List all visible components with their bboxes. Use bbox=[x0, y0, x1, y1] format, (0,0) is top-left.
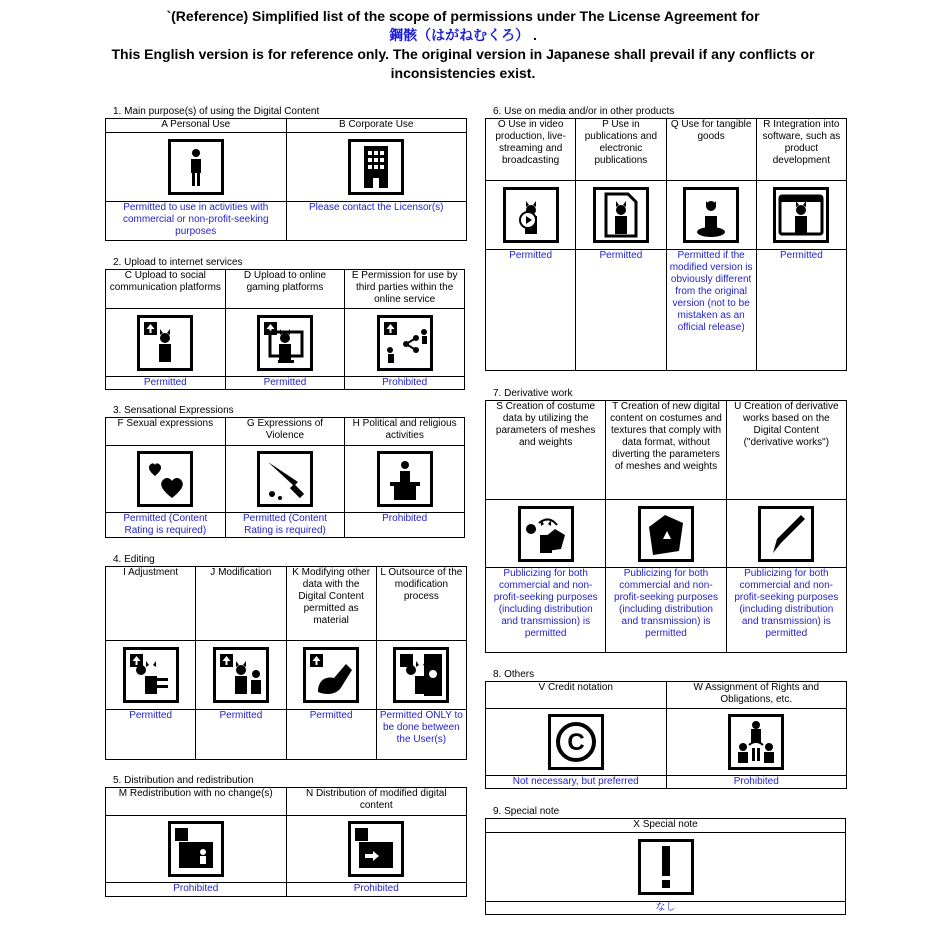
section-title: 1. Main purpose(s) of using the Digital Content bbox=[113, 106, 320, 117]
item-label: U Creation of derivative works based on the Digital Content ("derivative works") bbox=[726, 401, 846, 500]
item-label: N Distribution of modified digital content bbox=[286, 788, 467, 816]
upload-gaming-icon bbox=[257, 315, 313, 371]
section-3 bbox=[105, 405, 465, 538]
section-5 bbox=[105, 775, 467, 897]
label-row bbox=[106, 788, 467, 816]
result-row bbox=[486, 568, 847, 653]
modification-icon bbox=[213, 647, 269, 703]
modify-other-icon bbox=[303, 647, 359, 703]
label-row bbox=[106, 567, 467, 641]
permission-table bbox=[485, 118, 847, 371]
exclamation-icon bbox=[638, 839, 694, 895]
result-row bbox=[486, 902, 846, 915]
result-row bbox=[486, 250, 847, 371]
item-label: M Redistribution with no change(s) bbox=[106, 788, 287, 816]
result-row bbox=[106, 513, 465, 538]
icon-row bbox=[106, 133, 467, 202]
result-row bbox=[486, 776, 847, 789]
header-line1: `(Reference) Simplified list of the scope of permissions under The License Agreement for bbox=[166, 8, 760, 24]
permission-table bbox=[105, 566, 467, 760]
icon-row bbox=[486, 833, 846, 902]
item-label: T Creation of new digital content on costumes and textures that comply with data format, without diverting the parameters of meshes and weights bbox=[606, 401, 726, 500]
knife-icon bbox=[257, 451, 313, 507]
permission-table bbox=[485, 400, 847, 653]
label-row bbox=[106, 418, 465, 446]
copyright-icon bbox=[548, 714, 604, 770]
item-result: Permitted bbox=[106, 710, 196, 760]
result-row bbox=[106, 202, 467, 241]
item-label: K Modifying other data with the Digital Content permitted as material bbox=[286, 567, 376, 641]
hearts-icon bbox=[137, 451, 193, 507]
item-result: Permitted bbox=[486, 250, 576, 371]
item-label: I Adjustment bbox=[106, 567, 196, 641]
header-disclaimer: This English version is for reference only. The original version in Japanese shall prevail if any conflicts or inconsistencies exist. bbox=[111, 46, 815, 81]
item-result: Not necessary, but preferred bbox=[486, 776, 667, 789]
content-name-suffix: . bbox=[533, 27, 537, 43]
item-result: Prohibited bbox=[286, 883, 467, 897]
item-label: J Modification bbox=[196, 567, 286, 641]
section-4 bbox=[105, 554, 467, 760]
item-result: Permitted bbox=[106, 377, 226, 390]
item-result: Prohibited bbox=[106, 883, 287, 897]
section-title: 6. Use on media and/or in other products bbox=[493, 106, 675, 117]
document-header bbox=[0, 7, 926, 83]
section-title: 5. Distribution and redistribution bbox=[113, 775, 254, 786]
item-result: Permitted bbox=[196, 710, 286, 760]
item-label: X Special note bbox=[486, 819, 846, 833]
label-row bbox=[486, 682, 847, 709]
item-result: Prohibited bbox=[666, 776, 847, 789]
label-row bbox=[106, 270, 465, 309]
item-label: G Expressions of Violence bbox=[225, 418, 345, 446]
item-result: Prohibited bbox=[345, 377, 465, 390]
item-label: O Use in video production, live-streaming and broadcasting bbox=[486, 119, 576, 181]
person-icon bbox=[168, 139, 224, 195]
item-result: Permitted (Content Rating is required) bbox=[106, 513, 226, 538]
costume-icon bbox=[638, 506, 694, 562]
item-label: B Corporate Use bbox=[286, 119, 467, 133]
result-row bbox=[106, 710, 467, 760]
item-result: Permitted to use in activities with commercial or non-profit-seeking purposes bbox=[106, 202, 287, 241]
share-third-party-icon bbox=[377, 315, 433, 371]
permission-table bbox=[105, 417, 465, 538]
label-row bbox=[486, 401, 847, 500]
icon-row bbox=[106, 446, 465, 513]
item-label: S Creation of costume data by utilizing the parameters of meshes and weights bbox=[486, 401, 606, 500]
distribution-modified-icon bbox=[348, 821, 404, 877]
item-result: Prohibited bbox=[345, 513, 465, 538]
podium-icon bbox=[377, 451, 433, 507]
item-label: C Upload to social communication platforms bbox=[106, 270, 226, 309]
section-title: 7. Derivative work bbox=[493, 388, 573, 399]
permission-table bbox=[105, 269, 465, 390]
item-result: Permitted ONLY to be done between the User(s) bbox=[376, 710, 466, 760]
label-row bbox=[106, 119, 467, 133]
section-title: 3. Sensational Expressions bbox=[113, 405, 234, 416]
costume-transfer-icon bbox=[518, 506, 574, 562]
item-result: Publicizing for both commercial and non-profit-seeking purposes (including distribution and transmission) is permitted bbox=[606, 568, 726, 653]
item-label: L Outsource of the modification process bbox=[376, 567, 466, 641]
item-label: W Assignment of Rights and Obligations, etc. bbox=[666, 682, 847, 709]
item-result: Please contact the Licensor(s) bbox=[286, 202, 467, 241]
item-result: Permitted bbox=[286, 710, 376, 760]
redistribution-icon bbox=[168, 821, 224, 877]
section-1 bbox=[105, 106, 467, 241]
result-row bbox=[106, 377, 465, 390]
item-label: V Credit notation bbox=[486, 682, 667, 709]
item-label: F Sexual expressions bbox=[106, 418, 226, 446]
item-label: Q Use for tangible goods bbox=[666, 119, 756, 181]
section-title: 8. Others bbox=[493, 669, 535, 680]
section-9 bbox=[485, 806, 846, 915]
item-result: Publicizing for both commercial and non-profit-seeking purposes (including distribution and transmission) is permitted bbox=[486, 568, 606, 653]
label-row bbox=[486, 819, 846, 833]
pen-nib-icon bbox=[758, 506, 814, 562]
icon-row bbox=[106, 641, 467, 710]
software-window-icon bbox=[773, 187, 829, 243]
item-result: Permitted bbox=[225, 377, 345, 390]
item-label: D Upload to online gaming platforms bbox=[225, 270, 345, 309]
item-result: Permitted if the modified version is obviously different from the original version (not to be mistaken as an official release) bbox=[666, 250, 756, 371]
icon-row bbox=[106, 816, 467, 883]
section-title: 4. Editing bbox=[113, 554, 155, 565]
icon-row bbox=[106, 309, 465, 377]
permission-table bbox=[105, 787, 467, 897]
figure-goods-icon bbox=[683, 187, 739, 243]
permission-table bbox=[485, 818, 846, 915]
assignment-icon bbox=[728, 714, 784, 770]
section-7 bbox=[485, 388, 847, 653]
icon-row bbox=[486, 500, 847, 568]
result-row bbox=[106, 883, 467, 897]
item-label: H Political and religious activities bbox=[345, 418, 465, 446]
permission-table bbox=[485, 681, 847, 789]
section-8 bbox=[485, 669, 847, 789]
content-name: 鋼骸（はがねむくろ） bbox=[389, 27, 530, 43]
adjustment-icon bbox=[123, 647, 179, 703]
building-icon bbox=[348, 139, 404, 195]
svg-text:C: C bbox=[567, 729, 585, 756]
section-6 bbox=[485, 106, 847, 371]
section-title: 2. Upload to internet services bbox=[113, 257, 243, 268]
item-result: Permitted (Content Rating is required) bbox=[225, 513, 345, 538]
item-label: R Integration into software, such as product development bbox=[756, 119, 846, 181]
section-title: 9. Special note bbox=[493, 806, 560, 817]
icon-row bbox=[486, 709, 847, 776]
video-play-icon bbox=[503, 187, 559, 243]
outsource-icon bbox=[393, 647, 449, 703]
label-row bbox=[486, 119, 847, 181]
publication-icon bbox=[593, 187, 649, 243]
item-result: Publicizing for both commercial and non-profit-seeking purposes (including distribution and transmission) is permitted bbox=[726, 568, 846, 653]
item-result: Permitted bbox=[576, 250, 666, 371]
item-result: なし bbox=[486, 902, 846, 915]
item-label: E Permission for use by third parties within the online service bbox=[345, 270, 465, 309]
item-label: A Personal Use bbox=[106, 119, 287, 133]
icon-row bbox=[486, 181, 847, 250]
permission-table bbox=[105, 118, 467, 241]
item-result: Permitted bbox=[756, 250, 846, 371]
upload-social-icon bbox=[137, 315, 193, 371]
section-2 bbox=[105, 257, 465, 390]
item-label: P Use in publications and electronic publications bbox=[576, 119, 666, 181]
